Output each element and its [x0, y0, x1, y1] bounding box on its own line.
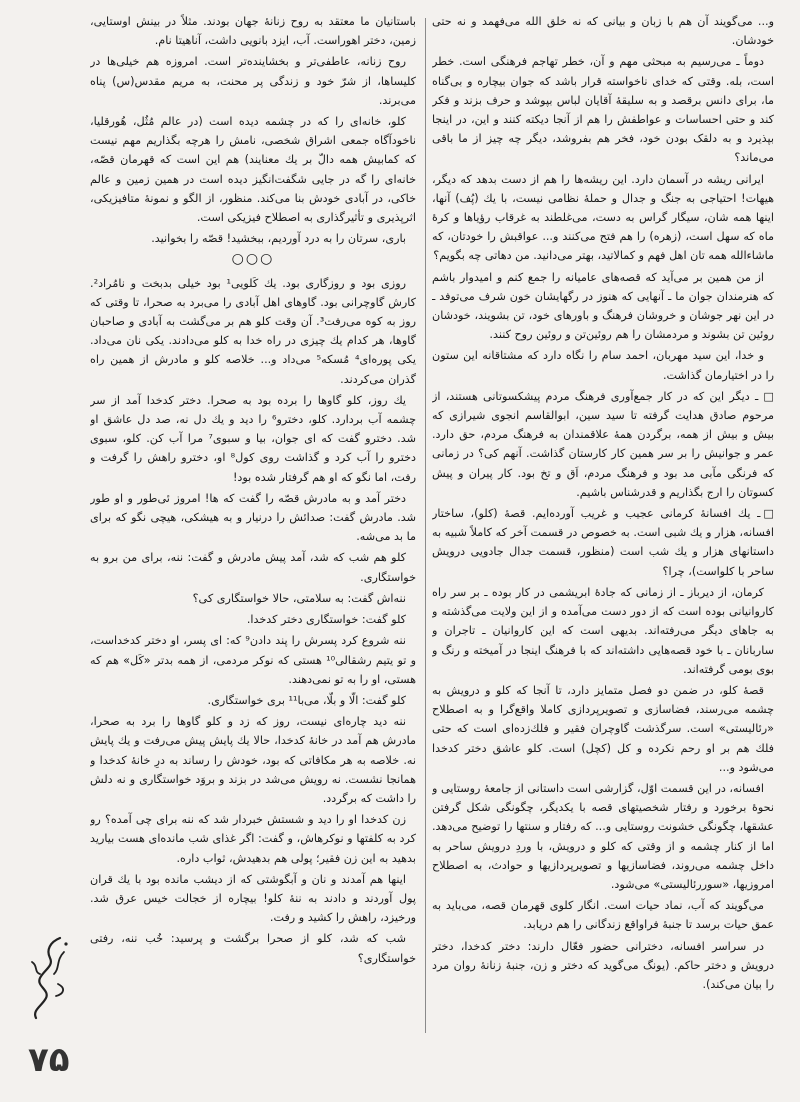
- signature-logo: [20, 932, 76, 1024]
- column-divider: [425, 18, 426, 1033]
- story-paragraph: شب که شد، کلو از صحرا برگشت و پرسید: خُب ننه، رفتی خواستگاری؟: [90, 932, 416, 965]
- section-ornament: ○○○: [231, 251, 275, 268]
- paragraph: باستانیان ما معتقد به روح زنانهٔ جهان بودند. مثلاً در بینش اوستایی، زمین، دختر اهوراست. آب، ایزد بانویی داشت، آناهیتا نام.: [90, 15, 416, 48]
- story-paragraph: کلو هم شب که شد، آمد پیش مادرش و گفت: ننه، برای من برو به خواستگاری.: [90, 551, 416, 584]
- paragraph: در سراسر افسانه، دخترانی حضور فعّال دارند: دختر کدخدا، دختر درویش و دختر حاکم. (یونگ می‌گوید که دختر و زن، جنبهٔ زنانهٔ روان مرد را بیان می‌کند).: [432, 939, 774, 991]
- right-column: [432, 12, 774, 1072]
- paragraph: می‌گویند که آب، نماد حیات است. انگار کلوی قهرمان قصه، می‌باید به عمق حیات برسد تا جنبهٔ فراواقع زندگانی را هم دریابد.: [432, 899, 774, 932]
- story-paragraph: ننه شروع کرد پسرش را پند دادن⁹ که: ای پسر، او دختر کدخداست، و تو یتیم رشقالی¹⁰ هستی که نوکر مردمی، از همه بدتر «کَل» هم که هستی، او را به تو نمی‌دهند.: [90, 634, 416, 686]
- story-paragraph: کلو گفت: خواستگاری دختر کدخدا.: [246, 613, 406, 627]
- paragraph: کلو، خانه‌ای را که در چشمه دیده است (در عالم مُثُل، هُورقلیا، ناخودآگاه جمعی اشراق شخصی، نامش را هرچه بگذاریم مهم نیست که کمابیش همه دالّ بر یك معنایند) هم این است که قهرمان قصّه، خانه‌ای را گه در جایی شگفت‌انگیز دیده است در همین زمین و عالم خاکی، در آبادی خودش بنا می‌کند. منظور، از الگو و نمونهٔ متافیزیکی، اثرپذیری و تأثیرگذاری به اصطلاح فیزیکی است.: [90, 115, 416, 225]
- paragraph: □ ـ دیگر این که در کار جمع‌آوری فرهنگ مردم پیشکسوتانی هستند، از مرحوم صادق هدایت گرفته تا سید سین، ابوالقاسم انجوی شیرازی که بیش و بیش از همه، برگردن همهٔ علاقمندان به فرهنگ مردم، حق دارد. عمر و جوانیش را بر سر همین کار کارستان گذاشت. آنهم کی؟ در زمانی که فرنگی مآبی مد بود و فرهنگ مردم، اَق و تخ بود. کار پیران و پیش کسوتان را ارج بگذاریم و قدرشناس باشیم.: [432, 389, 774, 499]
- left-column: [90, 12, 416, 1027]
- story-paragraph: اینها هم آمدند و نان و آبگوشتی که از دیشب مانده بود با یك قران پول آوردند و دادند به ننهٔ کلو! بیچاره از خجالت خیس عرق شد. ورخیزد، راهش را کشید و رفت.: [90, 872, 416, 925]
- story-paragraph: ننه دید چاره‌ای نیست، روز که زد و کلو گاوها را برد به صحرا، مادرش هم آمد در خانهٔ کدخدا، حالا یك پایش پیش می‌رفت و یك پایش نه. خلاصه به هر مکافاتی که بود، خودش را رساند به درِ خانهٔ کدخدا و همانجا نشست. نه رویش می‌شد در بزند و بروَد خواستگاری و نه دلش را داشت که برگردد.: [90, 715, 416, 805]
- paragraph: باری، سرتان را به درد آوردیم، ببخشید! قصّه را بخوانید.: [151, 232, 406, 246]
- paragraph: قصهٔ کلو، در ضمن دو فصل متمایز دارد، تا آنجا که کلو و درویش به چشمه می‌رسند، فضاسازی و تصویرپردازی کاملا واقع‌گرا و به اصطلاح «رئالیستی» است. سرگذشت گاوچران فقیر و فلك‌زده‌ای است که حتی فلك هم بر او رحم نکرده و کل (کچل) است. کلو عاشق دختر کدخدا می‌شود و...: [432, 683, 774, 774]
- paragraph: و خدا، این سید مهربان، احمد سام را نگاه دارد که مشتاقانه این ستون را در اختیارمان گذاشت.: [432, 349, 774, 382]
- paragraph: □ـ یك افسانهٔ کرمانی عجیب و غریب آورده‌ایم. قصهٔ (کلو)، ساختار افسانه، هزار و یك شبی است. به خصوص در قسمت آخر که کاملاً شبیه به داستانهای هزار و یك شب است (منظور، قسمت جدال جادویی درویش ساحر با کلواست)، چرا؟: [432, 507, 774, 578]
- page-number: ۷۵: [28, 1040, 70, 1080]
- paragraph: کرمان، از دیرباز ـ از زمانی که جادهٔ ابریشمی در کار بوده ـ بر سر راه کاروانیانی بوده است که از دور دست می‌آمده و از این ولایت می‌گذشته و به جاهای دیگر می‌رفته‌اند. بدیهی است که این کاروانیان ـ تاجران و ساربانان ـ با خود قصه‌هایی داشته‌اند که با فرهنگ اینجا در آمیخته و رنگ و بوی بومی گرفته‌اند.: [432, 585, 774, 676]
- story-paragraph: زن کدخدا او را دید و شستش خبردار شد که ننه برای چی آمده؟ رو کرد به کلفتها و نوکرهاش، و گفت: اگر غذای شب مانده‌ای هست بیارید بدهید به این زن فقیر؛ پولی هم بدهیدش، ثواب داره.: [90, 813, 416, 865]
- paragraph: روح زنانه، عاطفی‌تر و بخشاینده‌تر است. امروزه هم خیلی‌ها در کلیساها، از شرّ خود و زندگی پر محنت، به مریم مقدس(س) پناه می‌برند.: [90, 55, 416, 107]
- story-paragraph: یك روز، کلو گاوها را برده بود به صحرا. دختر کدخدا آمد از سر چشمه آب بردارد. کلو، دخترو⁶ را دید و یك دل نه، صد دل عاشق او شد. دخترو گفت که ای جوان، بیا و سبوی⁷ مرا آب کن. کلو، سبوی دخترو را آب کرد و گذاشت روی کول⁸ او، دخترو راهش را گرفت و رفت، اما نگو که او هم گرفتار شده بود!: [90, 393, 416, 484]
- story-paragraph: ننه‌اش گفت: به سلامتی، حالا خواستگاری کی؟: [192, 591, 406, 605]
- paragraph: افسانه، در این قسمت اوّل، گزارشی است داستانی از جامعهٔ روستایی و نحوهٔ برخورد و رفتار شخصیتهای قصه با یکدیگر، چگونگی شکل گرفتن عشقها، چگونگی خشونت روستایی و... که رفتار و سنتها را توضیح می‌دهد. اما از کنار چشمه و از وقتی که کلو و درویش، با وردِ درویش ساحر به داخل چشمه می‌روند، فضاسازیها و تصویرپردازیها و حوادث، به اصطلاح امروزیها، «سوررئالیستی» می‌شود.: [432, 781, 774, 891]
- story-paragraph: دختر آمد و به مادرش قصّه را گفت که ها! امروز ئی‌طور و او طور شد. مادرش گفت: صدائش را درنیار و به هیشکی، هیچی نگو که برای ما بد می‌شه.: [90, 491, 416, 544]
- paragraph: ایرانی ریشه در آسمان دارد. این ریشه‌ها را هم از دست بدهد که دیگر، هیهات! احتیاجی به جنگ و جدال و حملهٔ نظامی نیست، با یك (پُف) آنها، اینها همه شان، سیگار گراس به دست، می‌غلطند به غرقاب رؤیاها و کرهٔ ماه که سهل است، (زهره) را هم فتح می‌کنند و... عواقبش را خودتان، که ماشاءالله همه تان اهل فهم و کمالاتید، بهتر می‌دانید. من دهاتی چه بگویم؟: [432, 172, 774, 263]
- paragraph: دوماً ـ می‌رسیم به مبحثی مهم و آن، خطر تهاجم فرهنگی است. خطر است، بله. وقتی که خدای ناخواسته قرار باشد که جوان بیچاره و بی‌گناه ما، برای دانس برقصد و به سلیقهٔ آقایان لباس بپوشد و حرف بزند و فکر کند و حتی احساسات و عواطفش را هم از آنجا دیکته کنند و این، در اینجا بپذیرد و به دلقک بودن خود، فخر هم بفروشد، دیگر چه چیز از ما باقی می‌ماند؟: [432, 55, 774, 165]
- story-paragraph: روزی بود و روزگاری بود. یك کَلویی¹ بود خیلی بدبخت و نامُراد². کارش گاوچرانی بود. گاوهای اهل آبادی را می‌برد به صحرا، تا وقتی که روز به کوه می‌رفت³. آن وقت کلو هم بر می‌گشت به آبادی و صاحبان گاوها، هر کدام یك چیزی در راه خدا به کلو می‌دادند. یکی نان می‌داد. یکی پوره‌ای⁴ مُسکه⁵ می‌داد و... خلاصه کلو و مادرش از همین راه گذران می‌کردند.: [90, 276, 416, 386]
- paragraph: از من همین بر می‌آید که قصه‌های عامیانه را جمع کنم و امیدوار باشم که هنرمندان جوان ما ـ آنهایی که هنوز در رگهایشان خون شرف می‌توفد ـ در این نهر جوشان و خروشان فرهنگ و باورهای خود، تن بشویند، خودشان روئین تن بشوند و مردمشان را هم روئین‌تن و روئین روح کنند.: [432, 270, 774, 342]
- story-paragraph: کلو گفت: الّا و بلّا، می‌با¹¹ بری خواستگاری.: [207, 693, 406, 707]
- paragraph: و... می‌گویند آن هم با زبان و بیانی که نه خلق الله می‌فهمد و نه حتی خودشان.: [432, 15, 774, 48]
